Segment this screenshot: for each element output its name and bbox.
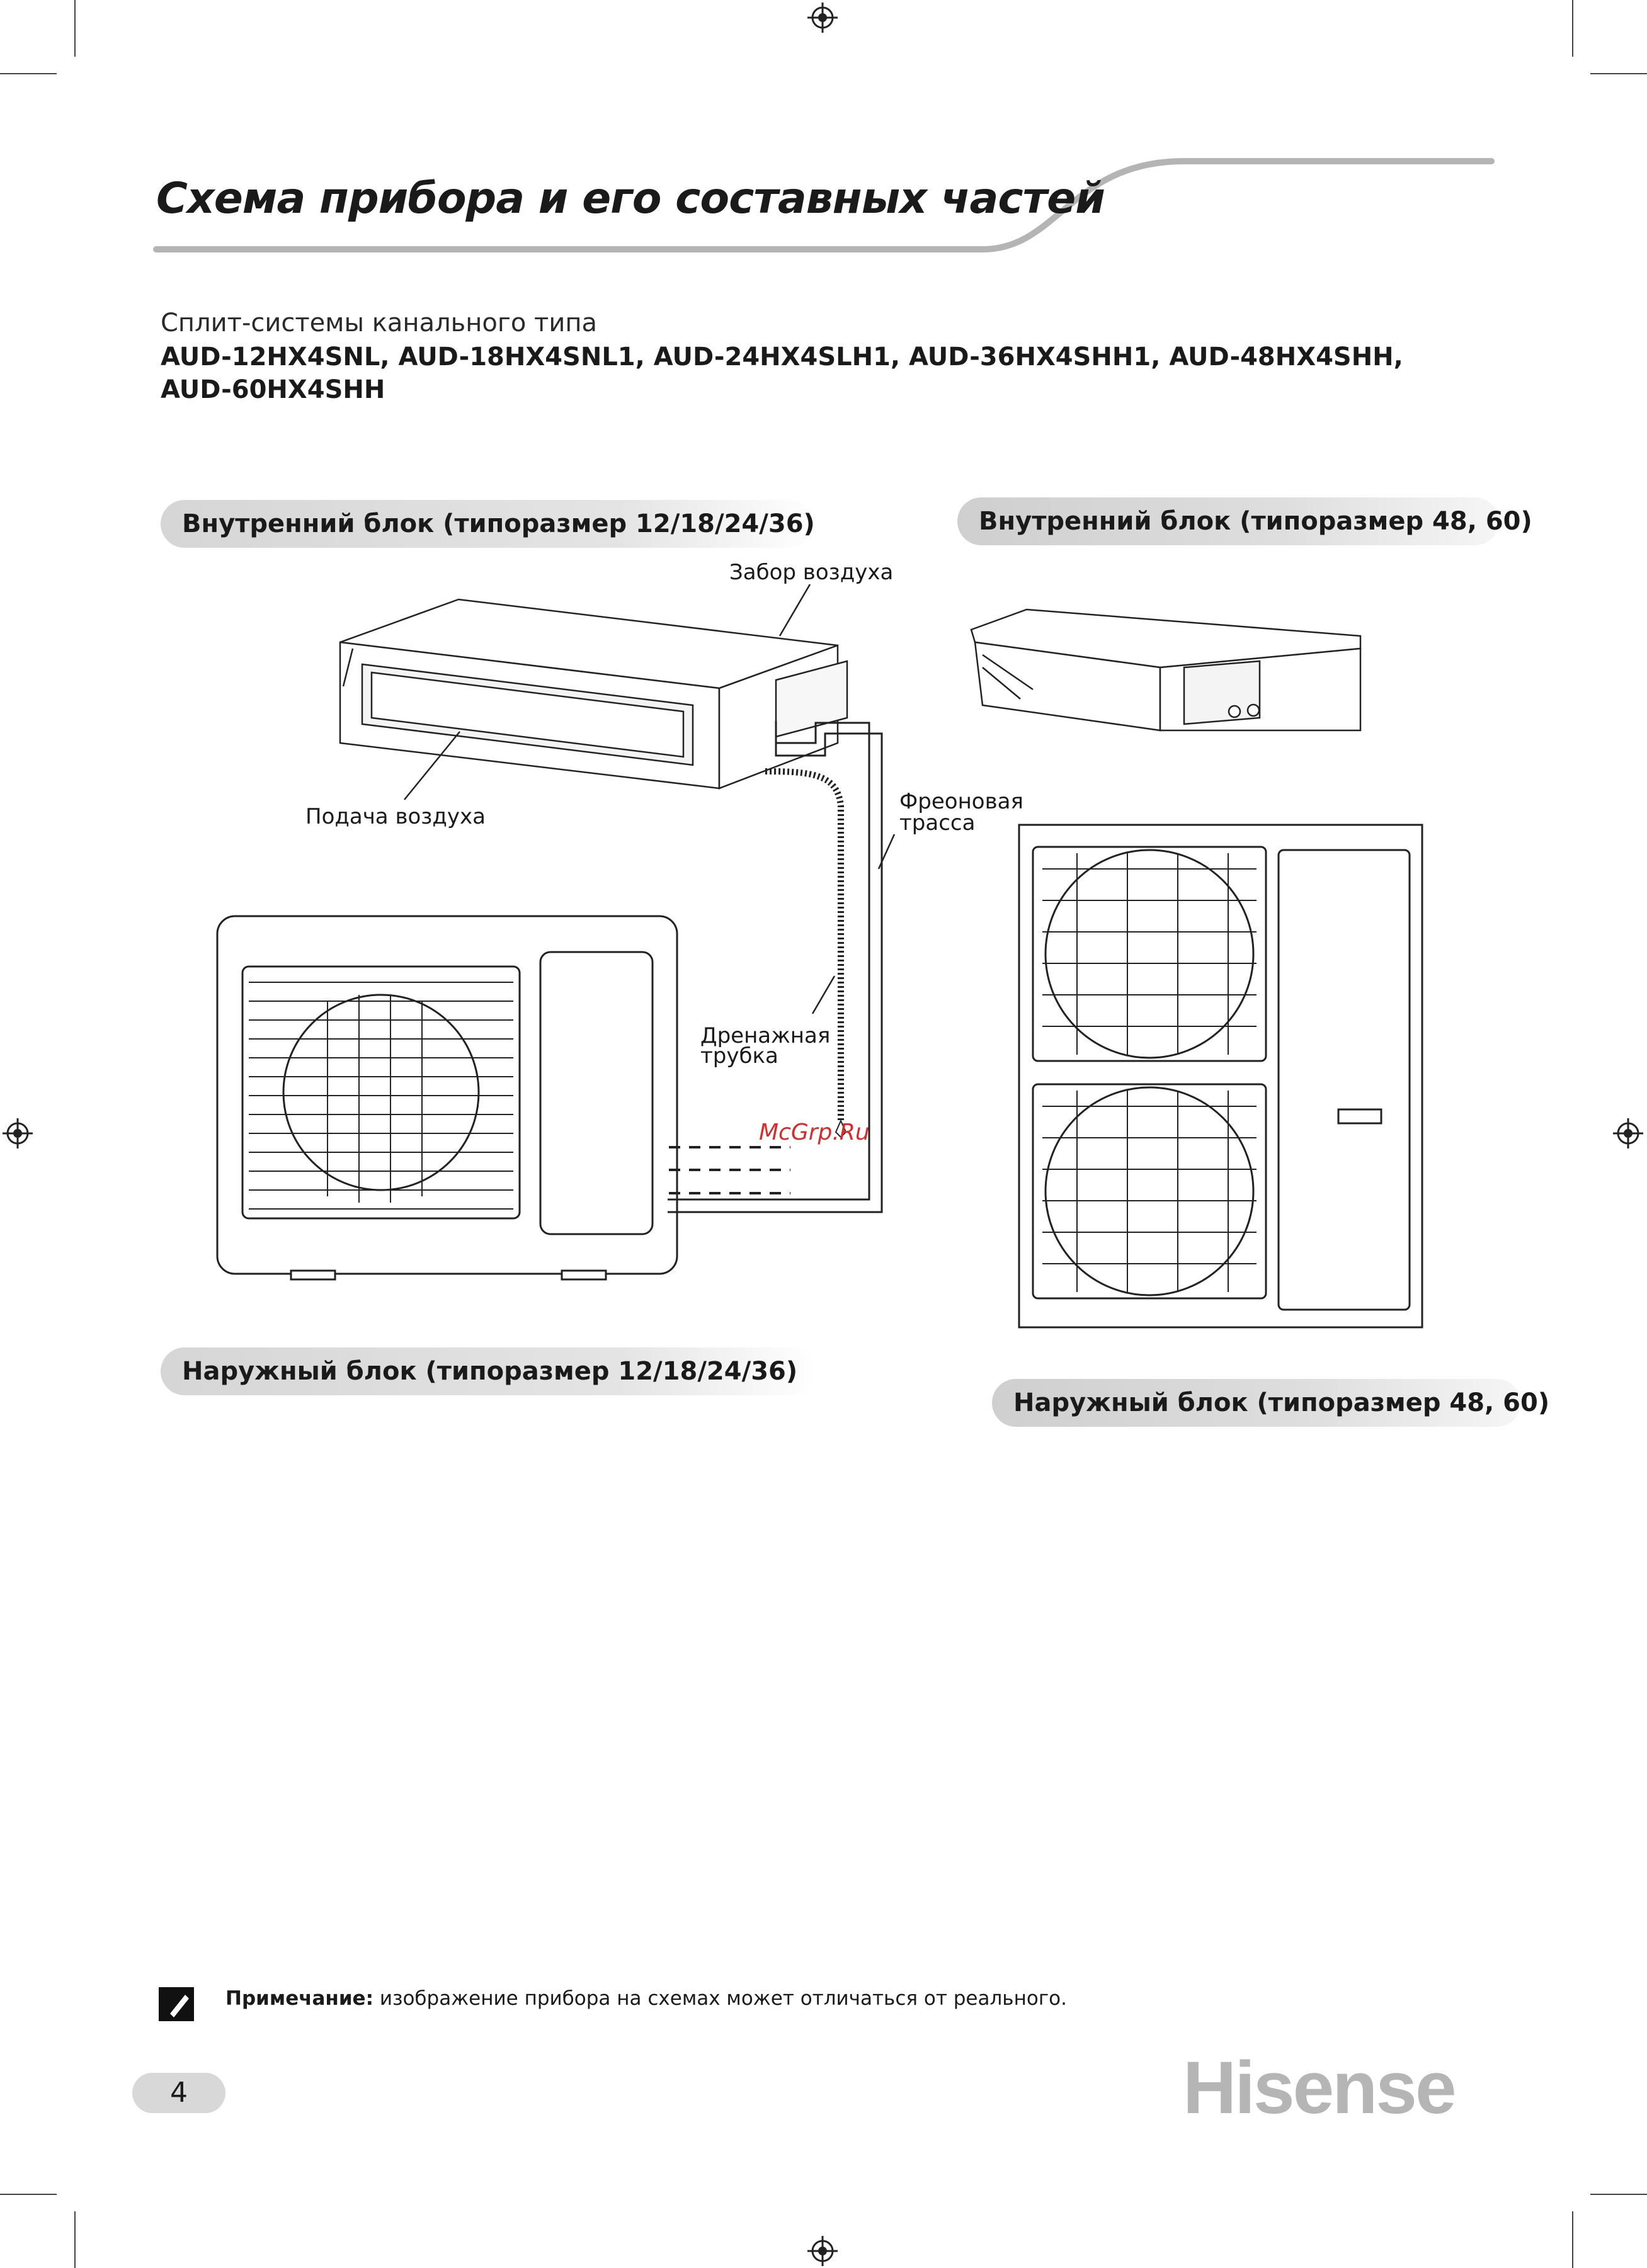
section-label-outdoor-large: Наружный блок (типоразмер 48, 60)	[992, 1379, 1521, 1427]
product-type: Сплит-системы канального типа	[161, 309, 598, 337]
note	[225, 1987, 1067, 2010]
callout-air-supply: Подача воздуха	[305, 804, 486, 829]
callout-air-intake: Забор воздуха	[729, 560, 894, 585]
page-number: 4	[132, 2073, 225, 2113]
model-list-line-2: AUD-60HX4SHH	[161, 375, 385, 404]
pencil-note-icon	[159, 1987, 194, 2021]
note-label: Примечание:	[225, 1987, 373, 2010]
indoor-unit-small-drawing	[340, 599, 847, 788]
section-label-outdoor-small: Наружный блок (типоразмер 12/18/24/36)	[161, 1347, 816, 1395]
connection-dashes	[669, 1147, 790, 1193]
section-label-indoor-small: Внутренний блок (типоразмер 12/18/24/36)	[161, 500, 816, 548]
section-label-indoor-large: Внутренний блок (типоразмер 48, 60)	[957, 497, 1499, 545]
callout-drain-1: Дренажная	[700, 1023, 831, 1048]
page-title: Схема прибора и его составных частей	[156, 174, 1105, 224]
callout-drain-2: трубка	[700, 1043, 778, 1069]
note-text: изображение прибора на схемах может отличаться от реального.	[373, 1987, 1067, 2010]
watermark: McGrp.Ru	[759, 1120, 870, 1145]
brand-logo: Hisense	[1183, 2046, 1455, 2129]
model-list-line-1: AUD-12HX4SNL, AUD-18HX4SNL1, AUD-24HX4SLH1, AUD-36HX4SHH1, AUD-48HX4SHH,	[161, 343, 1403, 371]
indoor-unit-large-drawing	[971, 610, 1360, 730]
callout-freon-line-2: трасса	[899, 810, 976, 836]
callout-freon-line-1: Фреоновая	[899, 789, 1023, 814]
outdoor-unit-small-drawing	[217, 916, 677, 1279]
